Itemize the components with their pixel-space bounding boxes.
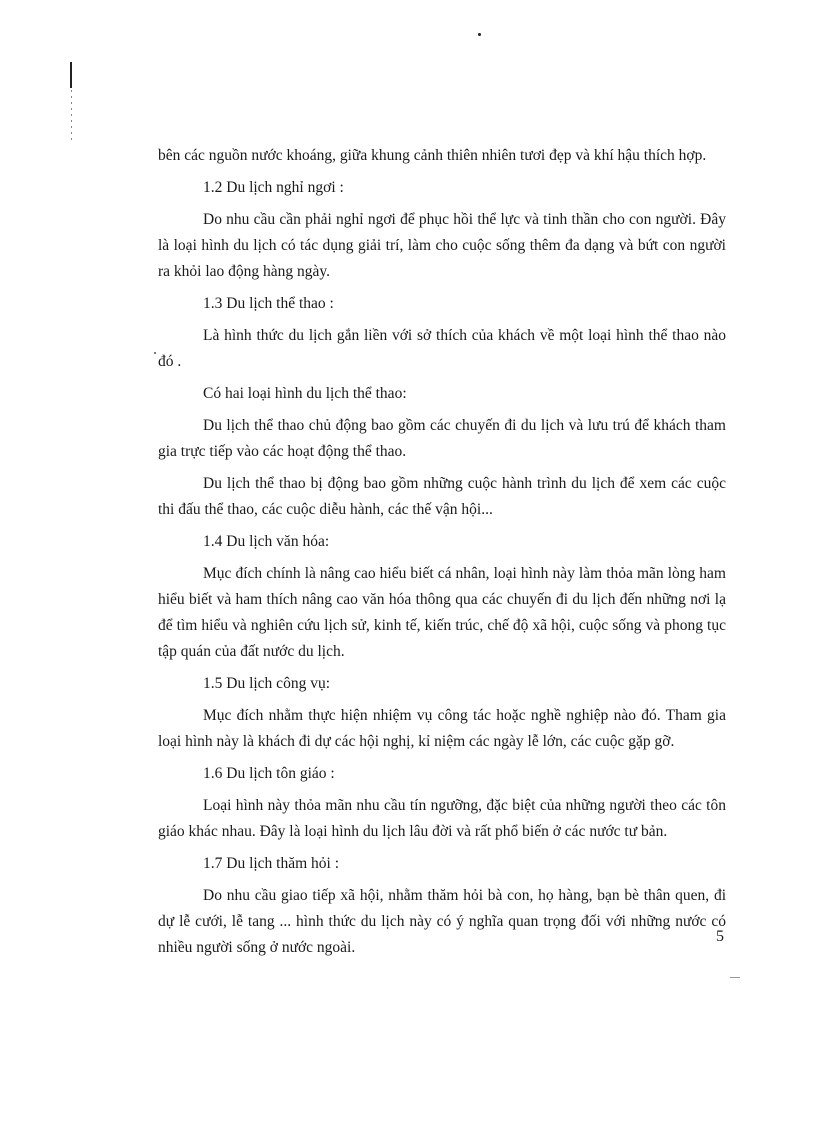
section-heading: 1.4 Du lịch văn hóa: — [203, 533, 330, 550]
paragraph: Du lịch thể thao chủ động bao gồm các chuyến đi du lịch và lưu trú để khách tham gia trực tiếp vào các hoạt động thể thao. — [158, 417, 726, 460]
scan-speck — [478, 33, 481, 36]
body-text — [158, 143, 726, 967]
scan-speck — [730, 977, 740, 978]
binding-dots — [71, 90, 72, 140]
section-heading: 1.3 Du lịch thể thao : — [203, 295, 334, 312]
page-number: 5 — [716, 928, 724, 945]
paragraph: Do nhu cầu cần phải nghỉ ngơi để phục hồi thể lực và tinh thần cho con người. Đây là loại hình du lịch có tác dụng giải trí, làm cho cuộc sống thêm đa dạng và bứt con người ra khỏi lao động hàng ngày. — [158, 211, 726, 280]
paragraph: Mục đích nhằm thực hiện nhiệm vụ công tác hoặc nghề nghiệp nào đó. Tham gia loại hình này là khách đi dự các hội nghị, kỉ niệm các ngày lễ lớn, các cuộc gặp gỡ. — [158, 707, 726, 750]
binding-mark — [70, 62, 72, 88]
section-heading: 1.7 Du lịch thăm hỏi : — [203, 855, 340, 872]
section-heading: 1.2 Du lịch nghỉ ngơi : — [203, 179, 344, 196]
paragraph: Là hình thức du lịch gắn liền với sở thích của khách về một loại hình thể thao nào đó . — [158, 327, 726, 370]
paragraph: bên các nguồn nước khoáng, giữa khung cảnh thiên nhiên tươi đẹp và khí hậu thích hợp. — [158, 147, 707, 164]
paragraph: Du lịch thể thao bị động bao gồm những cuộc hành trình du lịch để xem các cuộc thi đấu thể thao, các cuộc diễu hành, các thế vận hội... — [158, 475, 726, 518]
paragraph: Do nhu cầu giao tiếp xã hội, nhằm thăm hỏi bà con, họ hàng, bạn bè thân quen, đi dự lễ cưới, lễ tang ... hình thức du lịch này có ý nghĩa quan trọng đối với những nước có nhiều người sống ở nước ngoài. — [158, 887, 726, 956]
paragraph: Có hai loại hình du lịch thể thao: — [203, 385, 407, 402]
paragraph: Mục đích chính là nâng cao hiểu biết cá nhân, loại hình này làm thỏa mãn lòng ham hiểu biết và ham thích nâng cao văn hóa thông qua các chuyến đi du lịch đến những nơi lạ để tìm hiểu và nghiên cứu lịch sử, kinh tế, kiến trúc, chế độ xã hội, cuộc sống và phong tục tập quán của đất nước du lịch. — [158, 565, 726, 660]
scan-speck — [154, 352, 156, 354]
section-heading: 1.5 Du lịch công vụ: — [203, 675, 330, 692]
section-heading: 1.6 Du lịch tôn giáo : — [203, 765, 335, 782]
paragraph: Loại hình này thỏa mãn nhu cầu tín ngưỡng, đặc biệt của những người theo các tôn giáo khác nhau. Đây là loại hình du lịch lâu đời và rất phổ biến ở các nước tư bản. — [158, 797, 726, 840]
